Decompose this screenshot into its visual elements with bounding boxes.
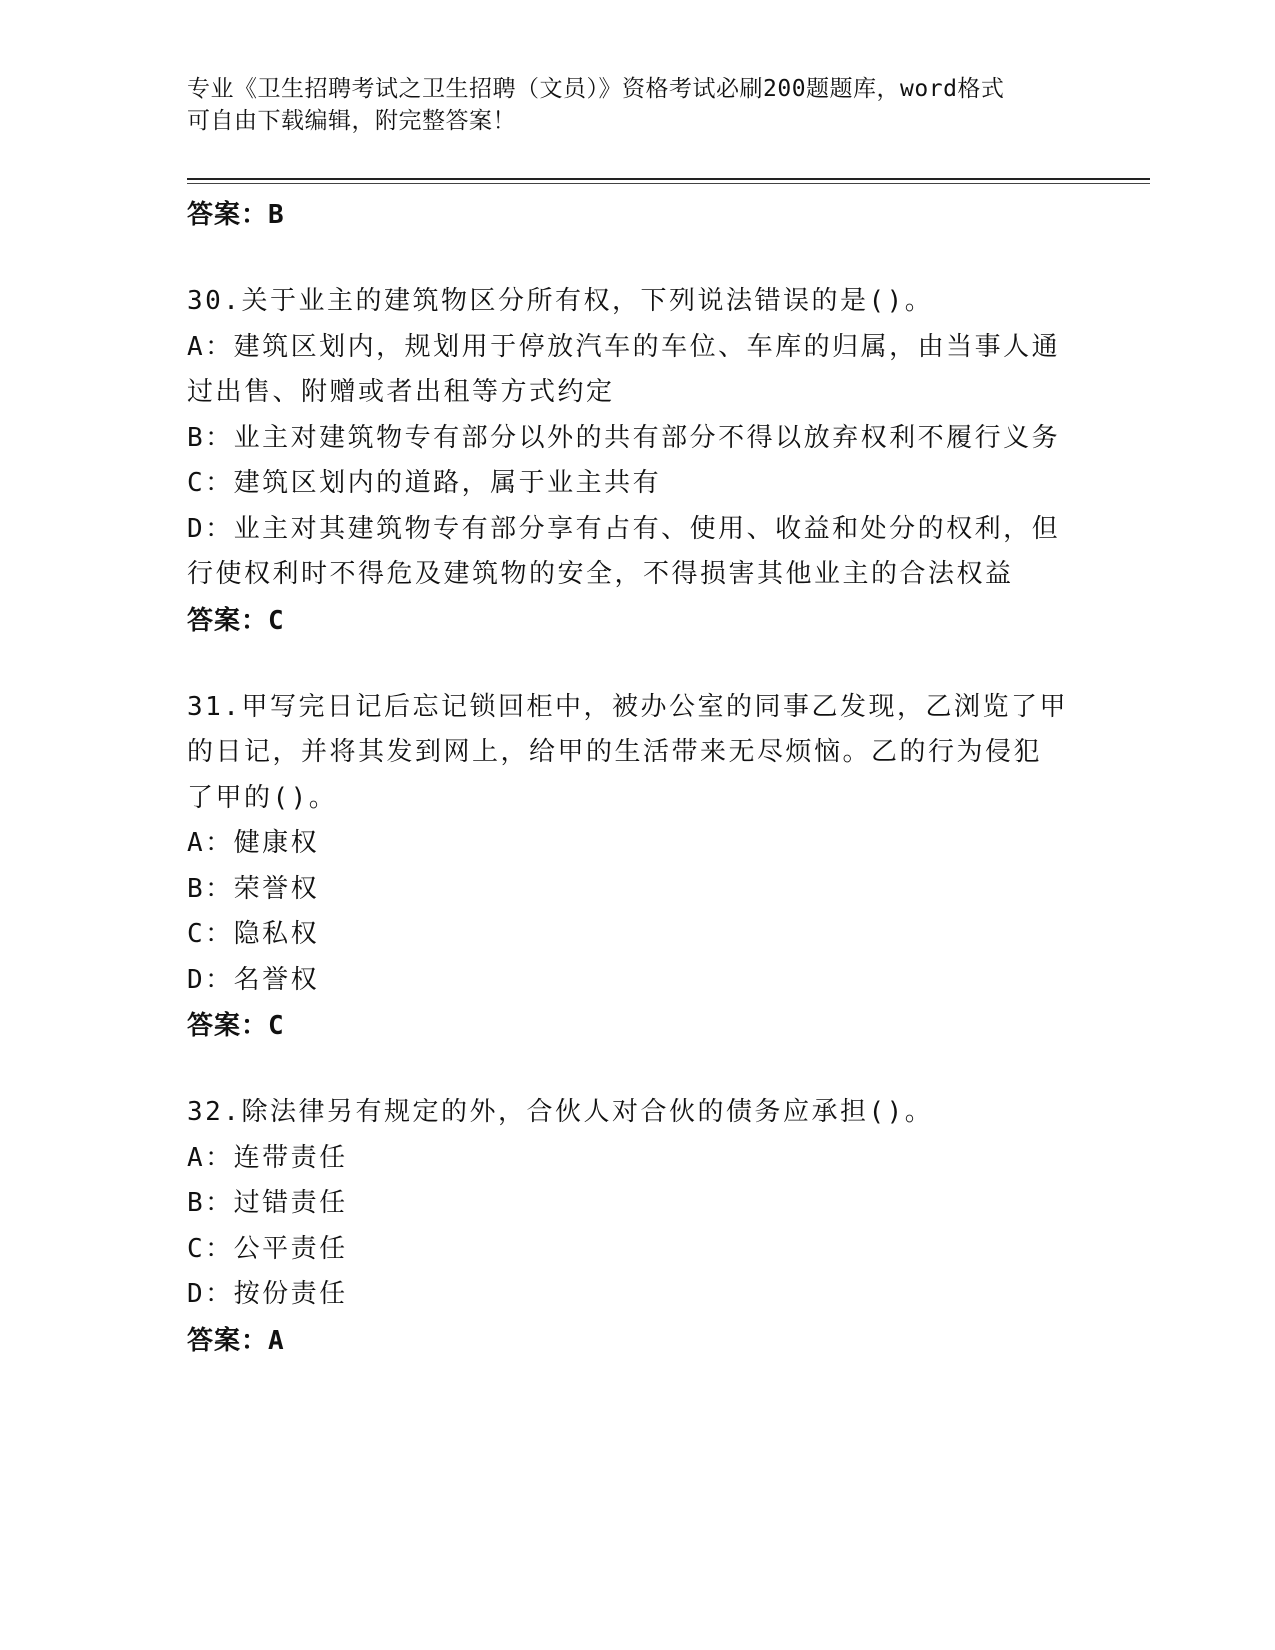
option-b: B：过错责任 — [187, 1188, 348, 1218]
page-header — [187, 73, 1067, 137]
question-stem-cont: 的日记，并将其发到网上，给甲的生活带来无尽烦恼。乙的行为侵犯 — [187, 737, 1043, 767]
option-b: B：荣誉权 — [187, 873, 320, 904]
question-stem: 32.除法律另有规定的外，合伙人对合伙的债务应承担()。 — [187, 1097, 934, 1127]
spacer — [187, 1049, 1087, 1090]
question-30 — [187, 279, 1087, 644]
option-c: C：隐私权 — [187, 919, 320, 949]
option-d-cont: 行使权利时不得危及建筑物的安全，不得损害其他业主的合法权益 — [187, 559, 1014, 589]
spacer — [187, 238, 1087, 279]
spacer — [187, 644, 1087, 685]
question-stem-cont: 了甲的()。 — [187, 782, 338, 813]
question-stem: 30.关于业主的建筑物区分所有权，下列说法错误的是()。 — [187, 286, 934, 316]
header-divider-thick — [187, 178, 1150, 180]
option-c: C：公平责任 — [187, 1233, 348, 1264]
answer: 答案：C — [187, 605, 285, 636]
option-c: C：建筑区划内的道路，属于业主共有 — [187, 468, 662, 498]
header-line-2: 可自由下载编辑，附完整答案！ — [187, 108, 516, 134]
option-a: A：建筑区划内，规划用于停放汽车的车位、车库的归属，由当事人通 — [187, 331, 1061, 362]
option-b: B：业主对建筑物专有部分以外的共有部分不得以放弃权利不履行义务 — [187, 422, 1061, 453]
question-stem: 31.甲写完日记后忘记锁回柜中，被办公室的同事乙发现，乙浏览了甲 — [187, 691, 1068, 722]
header-line-1: 专业《卫生招聘考试之卫生招聘（文员）》资格考试必刷200题题库，word格式 — [187, 76, 1005, 102]
question-32 — [187, 1090, 1087, 1364]
question-31 — [187, 685, 1087, 1050]
option-a: A：健康权 — [187, 828, 320, 858]
previous-answer: 答案：B — [187, 200, 285, 230]
option-a: A：连带责任 — [187, 1142, 348, 1173]
header-divider-thin — [187, 183, 1150, 184]
question-list — [187, 192, 1087, 1364]
option-a-cont: 过出售、附赠或者出租等方式约定 — [187, 377, 615, 407]
answer: 答案：C — [187, 1011, 285, 1041]
answer: 答案：A — [187, 1325, 285, 1356]
option-d: D：名誉权 — [187, 964, 320, 995]
option-d: D：按份责任 — [187, 1279, 348, 1309]
option-d: D：业主对其建筑物专有部分享有占有、使用、收益和处分的权利，但 — [187, 513, 1061, 544]
